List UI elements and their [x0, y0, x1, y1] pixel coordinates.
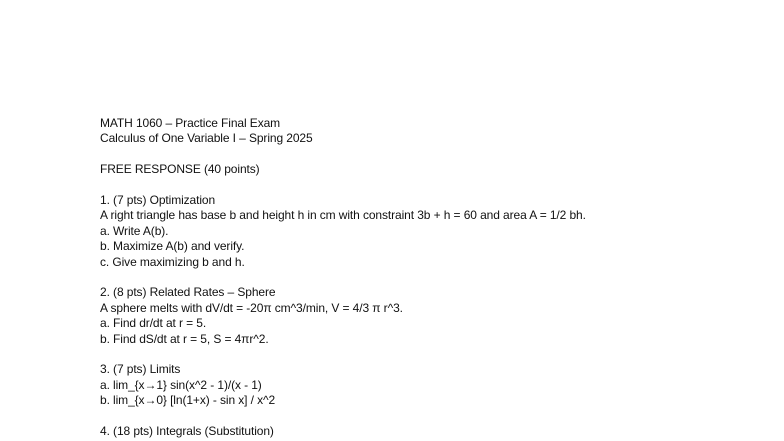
course-title: MATH 1060 – Practice Final Exam: [100, 116, 281, 130]
course-subtitle: Calculus of One Variable I – Spring 2025: [100, 131, 313, 146]
spacer: [100, 178, 760, 193]
spacer: [100, 147, 760, 162]
spacer: [100, 347, 760, 362]
spacer: [100, 270, 760, 285]
problem-1: [100, 193, 760, 270]
problem-3: [100, 362, 760, 408]
spacer: [100, 409, 760, 424]
section-title: FREE RESPONSE (40 points): [100, 162, 260, 177]
problem-heading: 3. (7 pts) Limits: [100, 362, 181, 377]
problem-part-a: a. lim_{x→1} sin(x^2 - 1)/(x - 1): [100, 377, 262, 392]
problem-4: [100, 424, 760, 439]
problem-heading: 1. (7 pts) Optimization: [100, 193, 216, 207]
exam-content: [100, 116, 760, 439]
problem-2: [100, 285, 760, 347]
problem-text: A sphere melts with dV/dt = -20π cm^3/min, V = 4/3 π r^3.: [100, 300, 403, 315]
problem-part-b: b. lim_{x→0} [ln(1+x) - sin x] / x^2: [100, 393, 276, 408]
problem-heading: 2. (8 pts) Related Rates – Sphere: [100, 285, 276, 300]
problem-part-a: a. Find dr/dt at r = 5.: [100, 316, 207, 331]
problem-part-b: b. Find dS/dt at r = 5, S = 4πr^2.: [100, 331, 269, 346]
problem-part-a: a. Write A(b).: [100, 223, 169, 238]
problem-heading: 4. (18 pts) Integrals (Substitution): [100, 424, 274, 439]
problem-text: A right triangle has base b and height h in cm with constraint 3b + h = 60 and area A = 1/2 bh.: [100, 208, 586, 223]
problem-part-b: b. Maximize A(b) and verify.: [100, 239, 245, 254]
problem-part-c: c. Give maximizing b and h.: [100, 254, 245, 269]
